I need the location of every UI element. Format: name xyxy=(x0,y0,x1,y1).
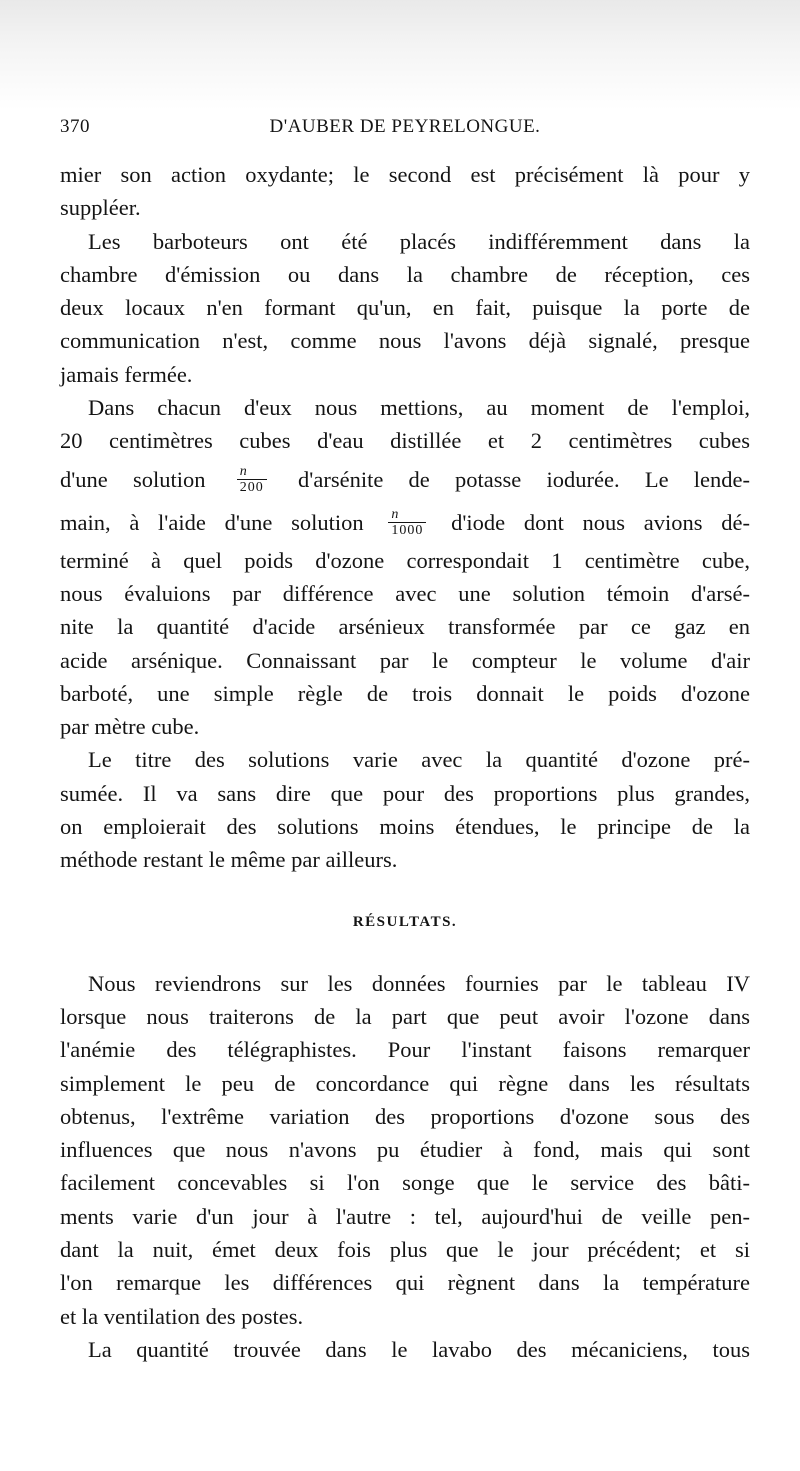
text-line: Le titre des solutions varie avec la quantité d'ozone pré- xyxy=(88,747,750,773)
text-line: lorsque nous traiterons de la part que peut avoir l'ozone dans xyxy=(60,1003,750,1029)
text-line: nous évaluions par différence avec une solution témoin d'arsé- xyxy=(60,580,750,606)
text-line: Dans chacun d'eux nous mettions, au moment de l'emploi, xyxy=(88,395,750,421)
text-line: terminé à quel poids d'ozone correspondait 1 centimètre cube, xyxy=(60,547,750,573)
text-line: deux locaux n'en formant qu'un, en fait, puisque la porte de xyxy=(60,295,750,321)
text-line: acide arsénique. Connaissant par le compteur le volume d'air xyxy=(60,647,750,673)
text-line: La quantité trouvée dans le lavabo des mécaniciens, tous xyxy=(88,1336,750,1362)
section-heading: RÉSULTATS. xyxy=(352,913,458,930)
fraction-denominator: 200 xyxy=(239,480,264,496)
text-line: mier son action oxydante; le second est précisément là pour y xyxy=(60,162,750,187)
text-line: jamais fermée. xyxy=(60,361,193,387)
text-segment: main, à l'aide d'une solution xyxy=(60,509,364,535)
fraction xyxy=(388,507,426,538)
page-number: 370 xyxy=(60,116,90,137)
fraction-line xyxy=(60,458,750,501)
book-page xyxy=(60,0,750,1471)
text-line: dant la nuit, émet deux fois plus que le jour précédent; et si xyxy=(60,1237,750,1263)
fraction-numerator: n xyxy=(237,464,267,480)
text-line: méthode restant le même par ailleurs. xyxy=(60,847,398,873)
fraction-numerator: n xyxy=(388,507,426,523)
text-line: Nous reviendrons sur les données fournies par le tableau IV xyxy=(88,970,750,996)
text-line: simplement le peu de concordance qui règne dans les résultats xyxy=(60,1070,750,1096)
text-line: sumée. Il va sans dire que pour des proportions plus grandes, xyxy=(60,780,750,806)
text-line: influences que nous n'avons pu étudier à fond, mais qui sont xyxy=(60,1137,750,1163)
page-header xyxy=(60,116,750,146)
fraction-line xyxy=(60,501,750,544)
text-line: facilement concevables si l'on songe que le service des bâti- xyxy=(60,1170,750,1196)
text-line: 20 centimètres cubes d'eau distillée et 2 centimètres cubes xyxy=(60,428,750,454)
text-segment: d'iode dont nous avions dé- xyxy=(451,509,750,535)
text-line: l'anémie des télégraphistes. Pour l'instant faisons remarquer xyxy=(60,1037,750,1063)
text-line: et la ventilation des postes. xyxy=(60,1303,304,1329)
fraction xyxy=(237,464,267,495)
fraction-denominator: 1000 xyxy=(391,523,424,539)
text-line: communication n'est, comme nous l'avons déjà signalé, presque xyxy=(60,328,750,354)
text-line: barboté, une simple règle de trois donnait le poids d'ozone xyxy=(60,680,750,706)
text-line: chambre d'émission ou dans la chambre de réception, ces xyxy=(60,261,750,287)
text-line: on emploierait des solutions moins étendues, le principe de la xyxy=(60,814,750,840)
text-segment: d'une solution xyxy=(60,466,206,492)
text-line: ments varie d'un jour à l'autre : tel, aujourd'hui de veille pen- xyxy=(60,1203,750,1229)
text-segment: d'arsénite de potasse iodurée. Le lende- xyxy=(298,466,751,492)
running-head: D'AUBER DE PEYRELONGUE. xyxy=(269,116,541,137)
text-line: Les barboteurs ont été placés indifféremment dans la xyxy=(88,228,750,254)
text-line: obtenus, l'extrême variation des proportions d'ozone sous des xyxy=(60,1103,750,1129)
text-line: nite la quantité d'acide arsénieux transformée par ce gaz en xyxy=(60,614,750,640)
text-line: suppléer. xyxy=(60,195,141,221)
text-line: l'on remarque les différences qui règnent dans la température xyxy=(60,1270,750,1296)
body-text xyxy=(60,158,750,1366)
text-line: par mètre cube. xyxy=(60,714,200,740)
